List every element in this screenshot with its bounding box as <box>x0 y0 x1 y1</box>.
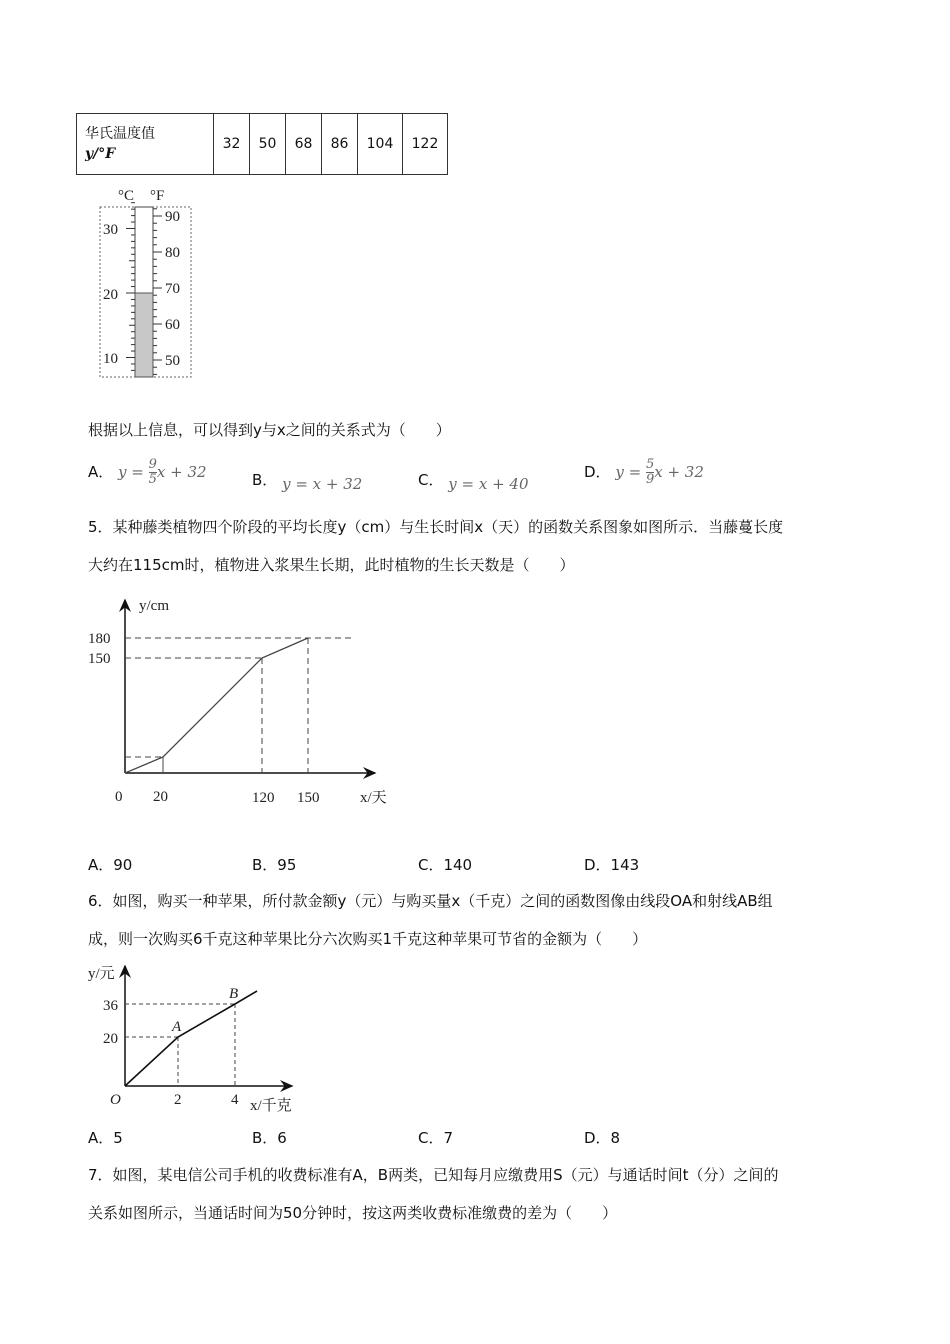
formula-part: x + 32 <box>654 463 704 481</box>
y-tick-label: 20 <box>103 1031 118 1047</box>
denominator: 5 <box>148 472 157 487</box>
q5-stem-line2: 大约在115cm时，植物进入浆果生长期，此时植物的生长天数是（ ） <box>88 556 575 574</box>
y-axis-label: y/元 <box>88 966 115 982</box>
fahrenheit-unit: °F <box>150 188 165 204</box>
point-b-label: B <box>229 986 239 1002</box>
formula-part: y = <box>118 463 149 481</box>
x-tick-label: 20 <box>153 789 168 805</box>
celsius-tick-label: 30 <box>103 222 118 238</box>
option-label: A． <box>88 463 114 481</box>
formula: y = x + 40 <box>448 475 529 493</box>
x-tick-label: 150 <box>297 790 320 806</box>
x-tick-label: 2 <box>174 1092 182 1108</box>
q6-option-a[interactable]: A．5 <box>88 1129 123 1147</box>
table-cell: 32 <box>214 114 250 175</box>
q6-stem-line1: 6．如图，购买一种苹果，所付款金额y（元）与购买量x（千克）之间的函数图像由线段OA和射线AB组 <box>88 892 773 910</box>
x-tick-label: 120 <box>252 790 275 806</box>
celsius-tick-label: 20 <box>103 287 118 303</box>
formula: y = x + 32 <box>282 475 363 493</box>
q6-option-b[interactable]: B．6 <box>252 1129 287 1147</box>
option-label: B． <box>252 471 278 489</box>
y-tick-label: 180 <box>88 631 111 647</box>
q6-option-d[interactable]: D．8 <box>584 1129 621 1147</box>
q7-stem-line1: 7．如图，某电信公司手机的收费标准有A，B两类，已知每月应缴费用S（元）与通话时间t（分）之间的 <box>88 1166 779 1184</box>
header-label: 华氏温度值 <box>85 126 155 142</box>
x-tick-label: 0 <box>115 789 123 805</box>
q5-option-a[interactable]: A．90 <box>88 856 133 874</box>
header-unit: y/°F <box>85 146 116 162</box>
fahrenheit-tick-label: 80 <box>165 245 180 261</box>
denominator: 9 <box>645 472 655 487</box>
table-cell: 104 <box>358 114 403 175</box>
q7-stem-line2: 关系如图所示，当通话时间为50分钟时，按这两类收费标准缴费的差为（ ） <box>88 1204 618 1222</box>
y-tick-label: 150 <box>88 651 111 667</box>
q5-option-c[interactable]: C．140 <box>418 856 473 874</box>
y-axis-label: y/cm <box>139 598 169 614</box>
table-cell: 68 <box>286 114 322 175</box>
q5-option-b[interactable]: B．95 <box>252 856 297 874</box>
x-axis-label: x/千克 <box>250 1098 292 1114</box>
option-label: D． <box>584 463 611 481</box>
q5-stem-line1: 5．某种藤类植物四个阶段的平均长度y（cm）与生长时间x（天）的函数关系图象如图所示．当藤蔓长度 <box>88 518 784 536</box>
celsius-unit: °C <box>118 188 135 204</box>
numerator: 9 <box>148 457 157 472</box>
fahrenheit-tick-label: 50 <box>165 353 180 369</box>
q6-option-c[interactable]: C．7 <box>418 1129 454 1147</box>
y-tick-label: 36 <box>103 998 118 1014</box>
numerator: 5 <box>645 457 655 472</box>
point-a-label: A <box>172 1019 182 1035</box>
price-line <box>125 991 257 1086</box>
fahrenheit-tick-label: 60 <box>165 317 180 333</box>
fahrenheit-tick-label: 90 <box>165 209 180 225</box>
q4-stem: 根据以上信息，可以得到y与x之间的关系式为（ ） <box>88 421 451 439</box>
table-cell: 122 <box>403 114 448 175</box>
fahrenheit-tick-label: 70 <box>165 281 180 297</box>
x-axis-label: x/天 <box>360 790 387 806</box>
q6-stem-line2: 成，则一次购买6千克这种苹果比分六次购买1千克这种苹果可节省的金额为（ ） <box>88 930 648 948</box>
table-cell: 50 <box>250 114 286 175</box>
x-tick-label: 4 <box>231 1092 239 1108</box>
formula-part: x + 32 <box>156 463 207 481</box>
option-label: C． <box>418 471 444 489</box>
table-cell: 86 <box>322 114 358 175</box>
celsius-tick-label: 10 <box>103 351 118 367</box>
origin-label: O <box>110 1092 121 1108</box>
q5-option-d[interactable]: D．143 <box>584 856 640 874</box>
guide-lines <box>125 1004 235 1086</box>
formula-part: y = <box>615 463 646 481</box>
